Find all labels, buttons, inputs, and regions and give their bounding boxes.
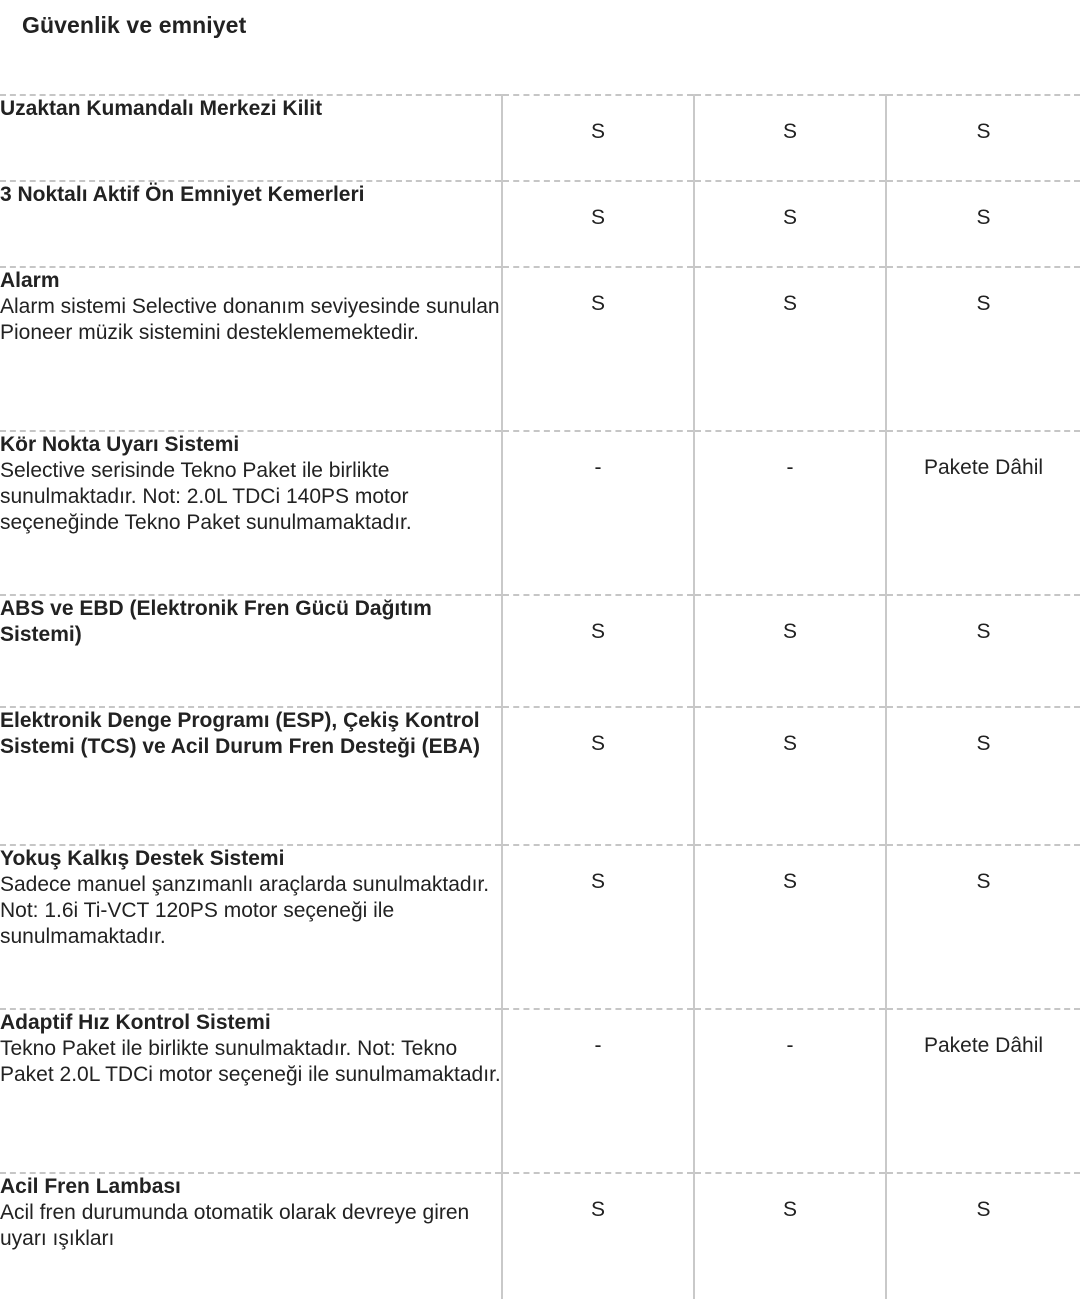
feature-name: 3 Noktalı Aktif Ön Emniyet Kemerleri — [0, 183, 365, 206]
trim-2-value: - — [694, 431, 886, 595]
trim-2-value: - — [694, 1009, 886, 1173]
trim-1-value: S — [502, 595, 694, 707]
feature-name: Elektronik Denge Programı (ESP), Çekiş Kontrol Sistemi (TCS) ve Acil Durum Fren Desteği (EBA) — [0, 709, 480, 758]
feature-name: Alarm — [0, 269, 60, 292]
table-row — [0, 431, 1080, 595]
trim-1-value: S — [502, 267, 694, 431]
trim-2-value: S — [694, 707, 886, 845]
trim-1-value: S — [502, 845, 694, 1009]
trim-3-value: S — [886, 267, 1080, 431]
feature-cell — [0, 431, 502, 595]
feature-cell — [0, 95, 502, 181]
table-row — [0, 707, 1080, 845]
table-row — [0, 267, 1080, 431]
feature-name: Uzaktan Kumandalı Merkezi Kilit — [0, 97, 323, 120]
trim-3-value: S — [886, 845, 1080, 1009]
feature-note: Acil fren durumunda otomatik olarak devreye giren uyarı ışıkları — [0, 1201, 470, 1250]
trim-3-value: S — [886, 181, 1080, 267]
feature-cell — [0, 1173, 502, 1299]
table-row — [0, 1009, 1080, 1173]
feature-cell — [0, 595, 502, 707]
trim-1-value: S — [502, 181, 694, 267]
feature-name: Yokuş Kalkış Destek Sistemi — [0, 847, 285, 870]
trim-2-value: S — [694, 845, 886, 1009]
table-row — [0, 845, 1080, 1009]
feature-note: Sadece manuel şanzımanlı araçlarda sunulmaktadır. Not: 1.6i Ti-VCT 120PS motor seçeneği ile sunulmamaktadır. — [0, 873, 490, 948]
feature-cell — [0, 707, 502, 845]
section-title: Güvenlik ve emniyet — [22, 12, 247, 38]
trim-1-value: S — [502, 95, 694, 181]
table-row — [0, 181, 1080, 267]
trim-3-value: S — [886, 595, 1080, 707]
trim-1-value: - — [502, 431, 694, 595]
trim-1-value: S — [502, 1173, 694, 1299]
trim-2-value: S — [694, 95, 886, 181]
table-row — [0, 1173, 1080, 1299]
feature-cell — [0, 267, 502, 431]
feature-note: Tekno Paket ile birlikte sunulmaktadır. Not: Tekno Paket 2.0L TDCi motor seçeneği ile sunulmamaktadır. — [0, 1037, 501, 1086]
trim-1-value: - — [502, 1009, 694, 1173]
spec-table — [0, 94, 1080, 1299]
feature-name: Acil Fren Lambası — [0, 1175, 181, 1198]
feature-note: Alarm sistemi Selective donanım seviyesinde sunulan Pioneer müzik sistemini desteklememektedir. — [0, 295, 500, 344]
trim-2-value: S — [694, 181, 886, 267]
table-row — [0, 595, 1080, 707]
trim-2-value: S — [694, 1173, 886, 1299]
trim-2-value: S — [694, 595, 886, 707]
trim-3-value: S — [886, 95, 1080, 181]
trim-2-value: S — [694, 267, 886, 431]
feature-name: Adaptif Hız Kontrol Sistemi — [0, 1011, 271, 1034]
table-row — [0, 95, 1080, 181]
feature-note: Selective serisinde Tekno Paket ile birlikte sunulmaktadır. Not: 2.0L TDCi 140PS motor seçeneğinde Tekno Paket sunulmamaktadır. — [0, 459, 412, 534]
feature-cell — [0, 1009, 502, 1173]
feature-name: Kör Nokta Uyarı Sistemi — [0, 433, 240, 456]
feature-cell — [0, 181, 502, 267]
trim-1-value: S — [502, 707, 694, 845]
feature-name: ABS ve EBD (Elektronik Fren Gücü Dağıtım Sistemi) — [0, 597, 432, 646]
feature-cell — [0, 845, 502, 1009]
trim-3-value: Pakete Dâhil — [886, 431, 1080, 595]
trim-3-value: S — [886, 707, 1080, 845]
trim-3-value: Pakete Dâhil — [886, 1009, 1080, 1173]
trim-3-value: S — [886, 1173, 1080, 1299]
